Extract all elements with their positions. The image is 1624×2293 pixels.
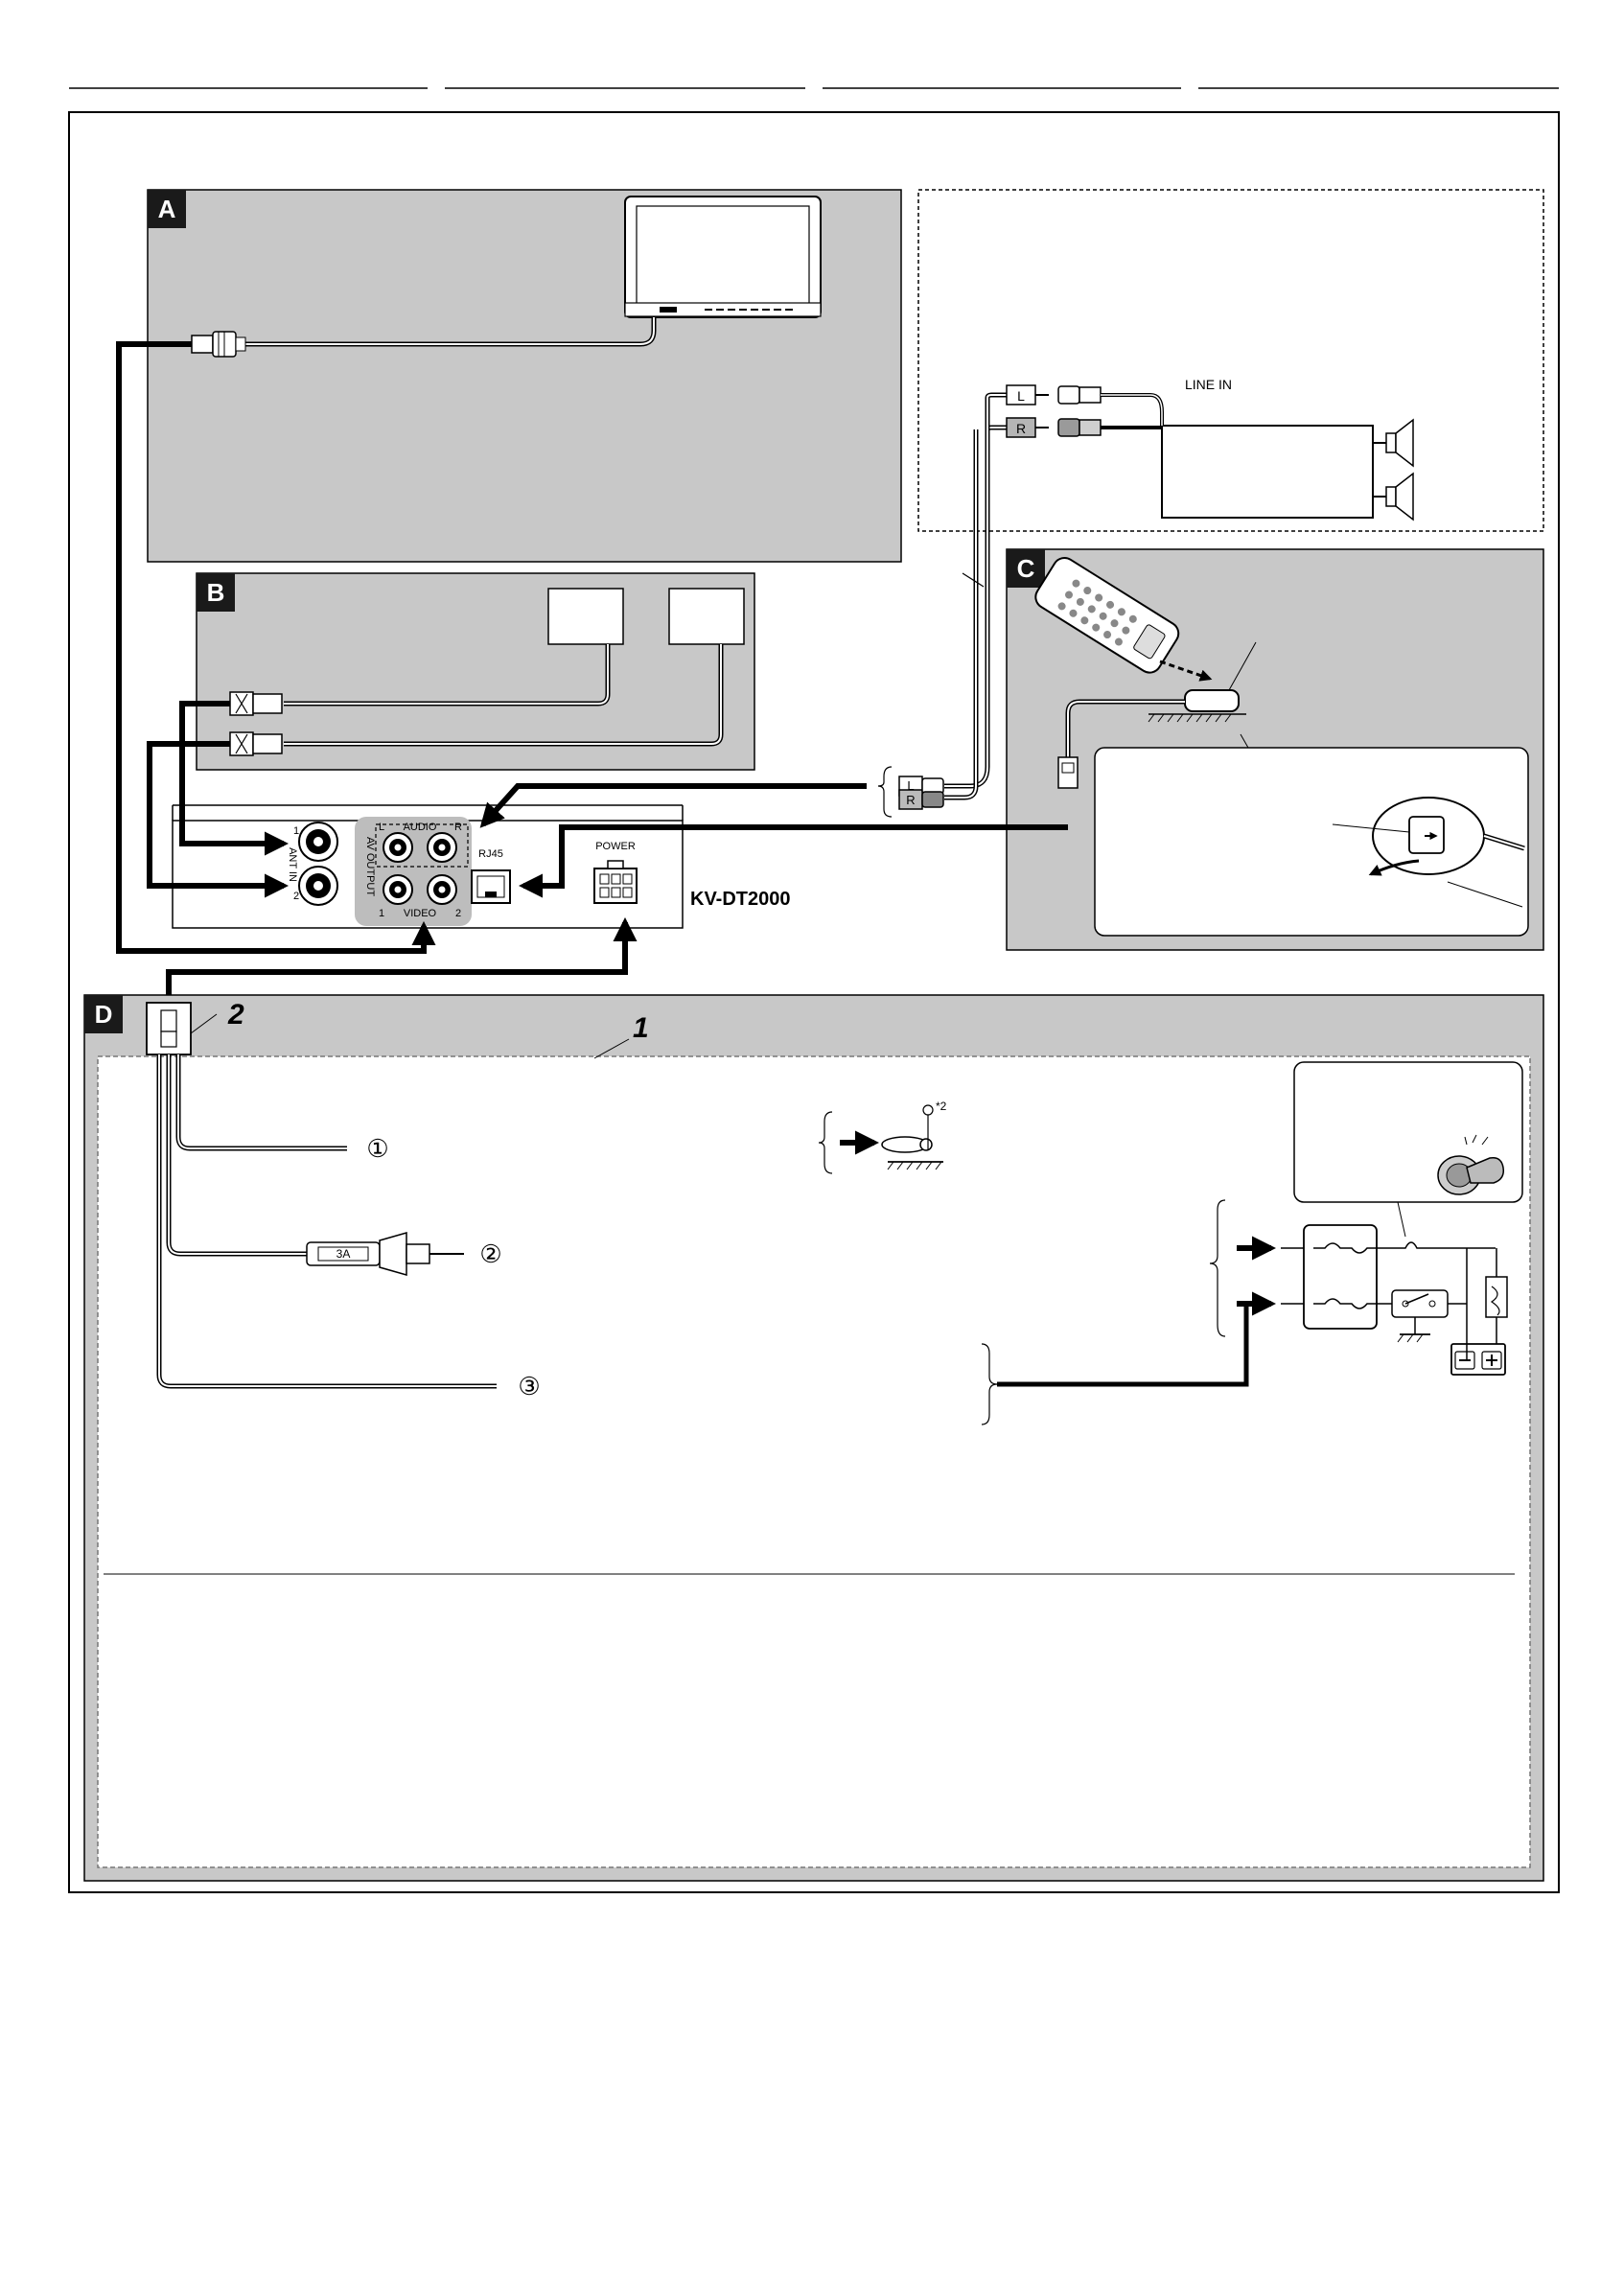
power-label: POWER (595, 841, 636, 852)
wire-3-label: ③ (518, 1372, 541, 1401)
rj45-port (472, 870, 510, 903)
video-2-label: 2 (454, 908, 462, 919)
section-d-label: D (94, 1000, 113, 1029)
ant-in-label: ANT IN (287, 847, 298, 882)
sensor-mount-inset (1095, 734, 1528, 936)
screw-note: *2 (936, 1100, 947, 1113)
amp-plug-l: L (1017, 388, 1025, 404)
wire-1-label: ① (366, 1134, 389, 1163)
av-output-label: AV OUTPUT (364, 836, 376, 897)
line-in-cable (1101, 395, 1162, 426)
audio-r-label: R (454, 822, 462, 833)
amplifier-box (1162, 426, 1373, 518)
line-in-label: LINE IN (1185, 377, 1233, 392)
video-label: VIDEO (403, 908, 437, 919)
section-c-label: C (1016, 554, 1035, 583)
audio-label: AUDIO (403, 822, 437, 833)
callout-2: 2 (228, 999, 244, 1031)
fuse-rating: 3A (336, 1247, 351, 1261)
rca-r-label: R (906, 793, 916, 807)
wire-2-label: ② (479, 1239, 502, 1268)
monitor-icon (625, 197, 821, 317)
rca-l-label: L (907, 778, 915, 793)
audio-l-label: L (378, 822, 385, 833)
section-b-label: B (206, 578, 225, 607)
amp-plug-r: R (1015, 421, 1027, 436)
video-1-label: 1 (378, 908, 385, 919)
amp-rca-plugs (987, 385, 1101, 437)
ant-port-1: 1 (292, 825, 300, 837)
model-label: KV-DT2000 (690, 889, 791, 910)
ant-port-2: 2 (292, 891, 300, 902)
callout-1: 1 (633, 1012, 649, 1044)
rj45-label: RJ45 (478, 848, 503, 860)
audio-extension-cable (944, 398, 987, 786)
battery-icon (1451, 1344, 1505, 1375)
section-a-label: A (157, 195, 176, 223)
speaker-icon (1373, 420, 1413, 520)
sensor-plug (1058, 757, 1078, 788)
